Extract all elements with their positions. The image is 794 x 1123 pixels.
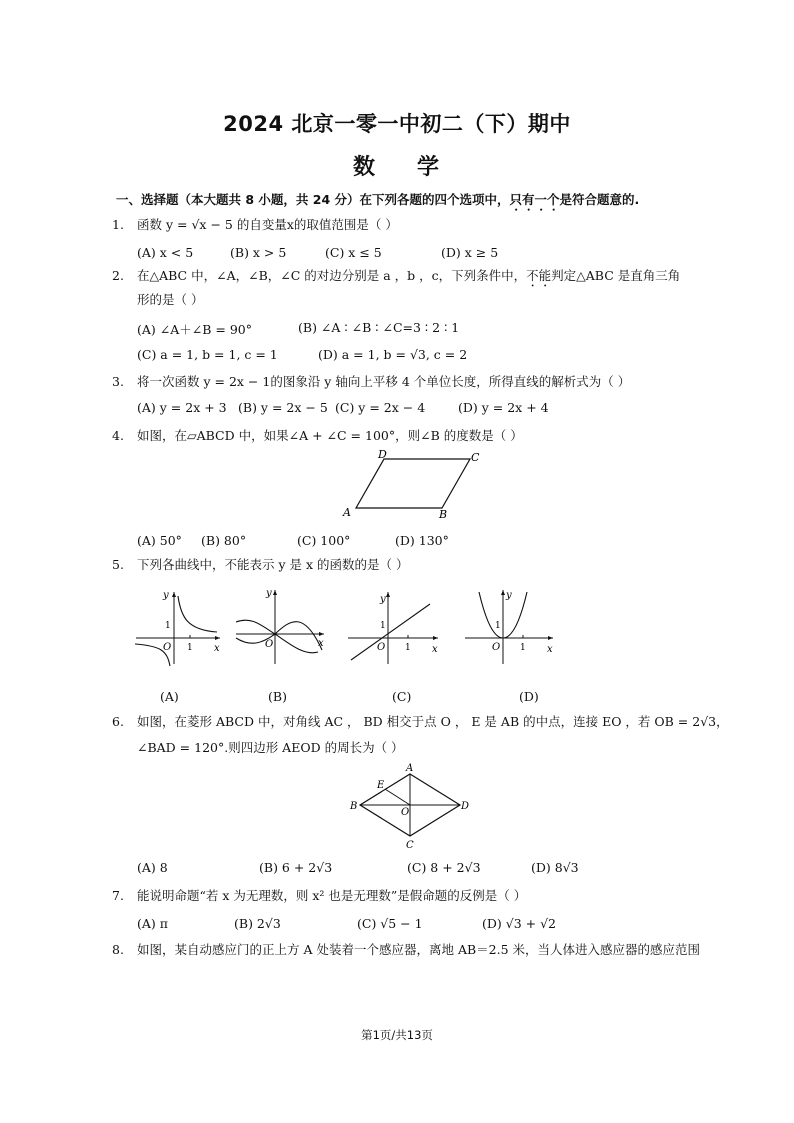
emphasis-text: 只有一个 bbox=[509, 192, 560, 207]
option-c: (C) 100° bbox=[297, 533, 351, 548]
svg-text:1: 1 bbox=[165, 621, 171, 631]
graph-b bbox=[232, 586, 328, 668]
question-text: 函数 y = √x − 5 的自变量x的取值范围是（ ） bbox=[137, 217, 398, 232]
svg-text:O: O bbox=[401, 807, 410, 818]
svg-text:A: A bbox=[406, 763, 414, 774]
question-number: 8. bbox=[112, 942, 124, 957]
subject-char-1: 数 bbox=[352, 155, 377, 180]
question-number: 5. bbox=[112, 557, 124, 572]
svg-text:1: 1 bbox=[187, 643, 193, 653]
svg-text:x: x bbox=[432, 644, 438, 655]
option-c: (C) x ≤ 5 bbox=[325, 245, 382, 260]
question-text-cont: ∠BAD = 120°.则四边形 AEOD 的周长为（ ） bbox=[137, 740, 404, 755]
graph-label-d: (D) bbox=[519, 689, 539, 704]
option-c: (C) y = 2x − 4 bbox=[335, 400, 426, 415]
emphasis-text: 不能 bbox=[526, 268, 552, 283]
svg-text:1: 1 bbox=[495, 621, 501, 631]
graph-a bbox=[132, 588, 224, 668]
question-text: 如图，在菱形 ABCD 中，对角线 AC ， BD 相交于点 O ， E 是 AB 的中点，连接 EO ，若 OB = 2√3， bbox=[137, 714, 729, 729]
svg-text:y: y bbox=[163, 590, 169, 601]
label-d: D bbox=[378, 448, 387, 461]
option-a: (A) y = 2x + 3 bbox=[137, 400, 227, 415]
option-a: (A) π bbox=[137, 916, 168, 931]
section-heading: 一、选择题（本大题共 8 小题，共 24 分）在下列各题的四个选项中，只有一个是符合题意的. bbox=[116, 192, 640, 207]
option-a: (A) 50° bbox=[137, 533, 182, 548]
option-b: (B) ∠A ∶ ∠B ∶ ∠C=3 ∶ 2 ∶ 1 bbox=[298, 320, 460, 335]
svg-text:D: D bbox=[461, 801, 470, 812]
svg-text:y: y bbox=[380, 594, 386, 605]
page-title: 2024 北京一零一中初二（下）期中 bbox=[223, 112, 571, 136]
subject-title bbox=[0, 150, 794, 181]
option-d: (D) 130° bbox=[395, 533, 449, 548]
option-c: (C) 8 + 2√3 bbox=[407, 860, 481, 875]
label-c: C bbox=[471, 451, 480, 464]
graph-label-b: (B) bbox=[268, 689, 287, 704]
parallelogram-figure bbox=[340, 448, 490, 520]
option-d: (D) √3 + √2 bbox=[482, 916, 557, 931]
option-d: (D) x ≥ 5 bbox=[441, 245, 499, 260]
question-number: 6. bbox=[112, 714, 124, 729]
graph-label-c: (C) bbox=[392, 689, 412, 704]
svg-text:O: O bbox=[377, 642, 386, 653]
question-number: 7. bbox=[112, 888, 124, 903]
option-b: (B) y = 2x − 5 bbox=[238, 400, 328, 415]
question-text: 如图，某自动感应门的正上方 A 处装着一个感应器，离地 AB＝2.5 米，当人体进入感应器的感应范围 bbox=[137, 942, 701, 957]
question-text: 能说明命题“若 x 为无理数，则 x² 也是无理数”是假命题的反例是（ ） bbox=[137, 888, 527, 903]
option-b: (B) 2√3 bbox=[234, 916, 281, 931]
svg-text:1: 1 bbox=[405, 643, 411, 653]
subject-char-2: 学 bbox=[417, 155, 442, 180]
svg-text:E: E bbox=[377, 780, 385, 791]
option-a: (A) x < 5 bbox=[137, 245, 194, 260]
label-b: B bbox=[439, 508, 448, 520]
option-b: (B) 6 + 2√3 bbox=[259, 860, 333, 875]
graph-label-a: (A) bbox=[160, 689, 179, 704]
option-c: (C) a = 1, b = 1, c = 1 bbox=[137, 347, 278, 362]
svg-text:y: y bbox=[266, 588, 272, 599]
question-number: 3. bbox=[112, 374, 124, 389]
graph-c bbox=[346, 588, 442, 668]
question-text: 下列各曲线中，不能表示 y 是 x 的函数的是（ ） bbox=[137, 557, 409, 572]
svg-text:O: O bbox=[265, 639, 274, 650]
svg-text:x: x bbox=[318, 638, 324, 649]
option-a: (A) 8 bbox=[137, 860, 168, 875]
svg-text:x: x bbox=[547, 644, 553, 655]
svg-text:1: 1 bbox=[520, 643, 526, 653]
question-text: 如图，在▱ABCD 中，如果∠A + ∠C = 100°，则∠B 的度数是（ ） bbox=[137, 428, 523, 443]
question-number: 2. bbox=[112, 268, 124, 283]
option-b: (B) x > 5 bbox=[230, 245, 287, 260]
option-d: (D) y = 2x + 4 bbox=[458, 400, 549, 415]
question-number: 1. bbox=[112, 217, 124, 232]
option-b: (B) 80° bbox=[201, 533, 247, 548]
graph-d bbox=[461, 586, 557, 668]
svg-text:B: B bbox=[350, 801, 358, 812]
svg-text:O: O bbox=[163, 642, 172, 653]
svg-text:1: 1 bbox=[380, 621, 386, 631]
option-c: (C) √5 − 1 bbox=[357, 916, 423, 931]
svg-text:O: O bbox=[492, 642, 501, 653]
option-d: (D) 8√3 bbox=[531, 860, 579, 875]
question-number: 4. bbox=[112, 428, 124, 443]
question-text-cont: 形的是（ ） bbox=[137, 292, 204, 307]
option-a: (A) ∠A＋∠B = 90° bbox=[137, 322, 252, 337]
svg-text:x: x bbox=[214, 643, 220, 654]
svg-text:C: C bbox=[406, 840, 414, 850]
svg-text:y: y bbox=[506, 590, 512, 601]
question-text: 在△ABC 中，∠A，∠B，∠C 的对边分别是 a ，b ，c，下列条件中，不能判定△ABC 是直角三角 bbox=[137, 268, 681, 283]
option-d: (D) a = 1, b = √3, c = 2 bbox=[318, 347, 468, 362]
page-footer: 第1页/共13页 bbox=[361, 1028, 433, 1042]
question-text: 将一次函数 y = 2x − 1的图象沿 y 轴向上平移 4 个单位长度，所得直线的解析式为（ ） bbox=[137, 374, 631, 389]
label-a: A bbox=[343, 506, 351, 519]
rhombus-figure bbox=[346, 762, 476, 850]
